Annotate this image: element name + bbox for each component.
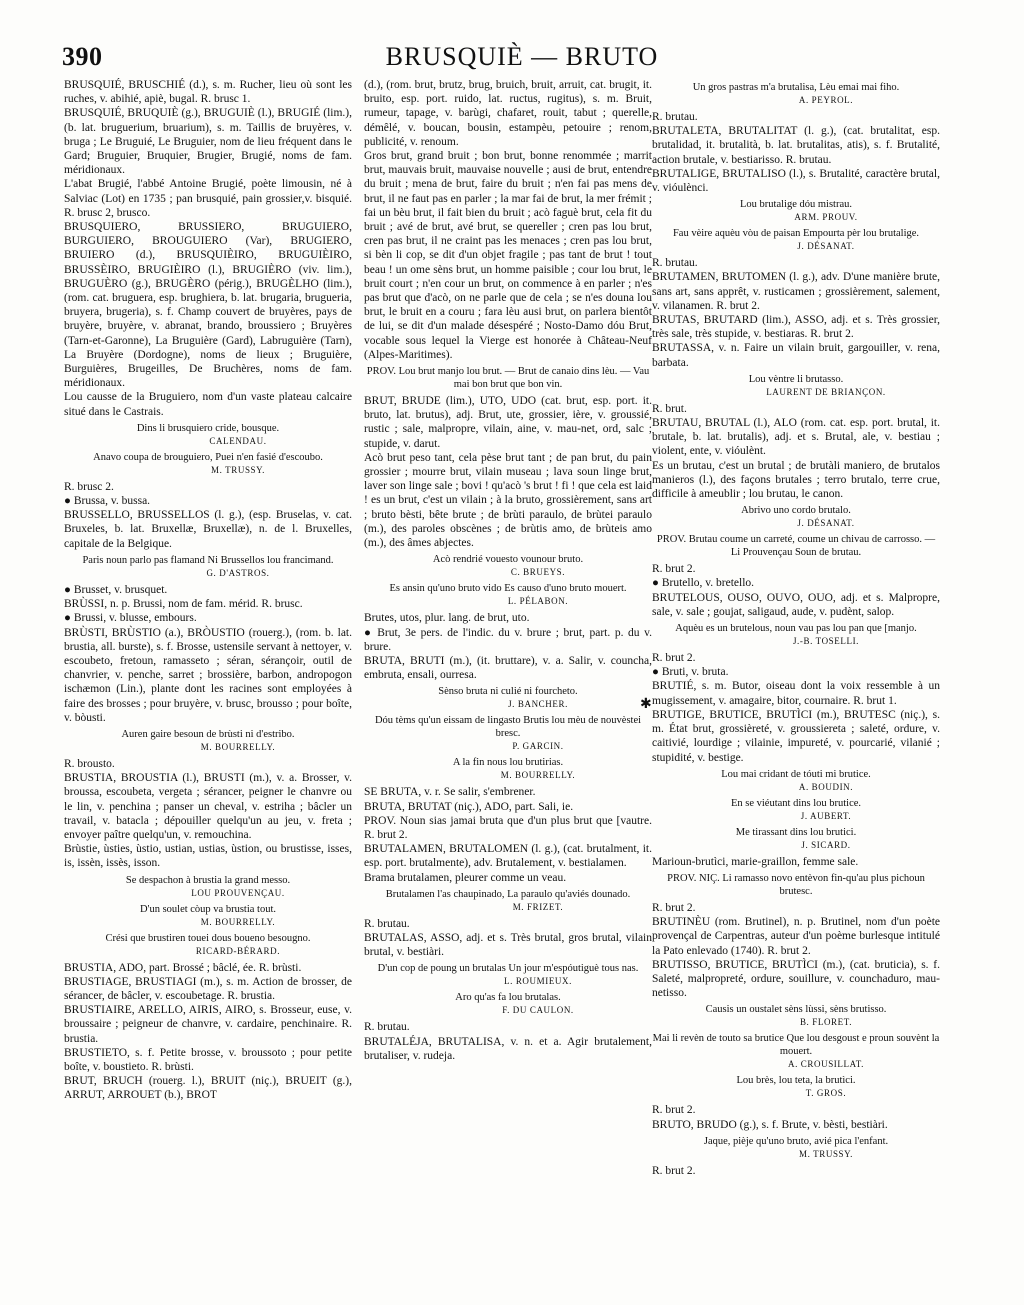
dictionary-entry: BRUTIGE, BRUTICE, BRUTÌCI (m.), BRUTESC (niç.), s. m. État brut, grossièreté, v. groussiereta ; saleté, ordure, v. caitivié, lourdige ; vilainie, impureté, v. pourcarié, vilanié ; stupidité, v. bestige. [652,708,940,764]
dictionary-entry: BRUSTIA, ADO, part. Brossé ; bâclé, ée. R. brùsti. [64,961,302,974]
citation [652,1135,940,1161]
dictionary-entry: BRUTASSA, v. n. Faire un vilain bruit, gargouiller, v. rena, barbata. [652,342,940,369]
dictionary-entry: R. brutau. [364,1021,410,1034]
dictionary-entry: BRUTIÉ, s. m. Butor, oiseau dont la voix ressemble à un mugissement, v. amagaire, bitor, cournaire. R. brut 1. [652,680,940,707]
dictionary-entry: Acò brut peso tant, cela pèse brut tant ; de pan brut, du pain grossier ; mourre brut, vilain museau ; lava soun linge brut, laver son linge sale ; bovi ! qu'acò 's brut ! fi ! que cela est laid ! es un brut, c'est un vilain ; à la bruto, grossièrement, sans art ; bruto bèsti, bête brute ; de brùti paraulo, de brùtei paraulo (m.), des paroles obscènes ; de brùtis amo, de brùteis amo (m.), des âmes abjectes. [364,451,652,550]
citation [652,227,940,253]
dictionary-entry: ● Brutello, v. bretello. [652,577,755,590]
dictionary-entry: ● Brut, 3e pers. de l'indic. du v. brure ; brut, part. p. du v. brure. [364,626,652,653]
dictionary-entry: BRUTALETA, BRUTALITAT (l. g.), (cat. brutalitat, esp. brutalidad, it. brutalità, b. lat. brutalitas, atis), s. f. Brutalité, action brutale, v. bestiarisso. R. brutau. [652,125,940,166]
citation-text: Sènso bruta ni culié ni fourcheto. [438,686,578,698]
citation [652,533,940,559]
citation-source: A. PEYROL. [798,95,854,105]
citation-text: Dóu tèms qu'un eissam de lingasto Brutis lou mèu de nouvèstei bresc. [374,715,642,740]
citation-text: Auren gaire besoun de brùsti ni d'estribo. [121,728,295,740]
citation-source: J. SICARD. [801,839,851,850]
dictionary-entry: BRUTELOUS, OUSO, OUVO, OUO, adj. et s. Malpropre, sale, v. sale ; goujat, saligaud, aude, v. pudènt, salop. [652,591,940,618]
citation [64,903,352,929]
dictionary-entry: PROV. Noun sias jamai bruta que d'un plus brut que [vautre. R. brut 2. [364,814,652,841]
citation-source: LOU PROUVENÇAU. [191,887,285,898]
citation-source: L. ROUMIEUX. [504,976,572,987]
citation-source: RICARD-BÉRARD. [195,945,281,956]
dictionary-entry: ● Brussa, v. bussa. [64,495,151,508]
citation-text: PROV. Lou brut manjo lou brut. — Brut de canaio dins lèu. — Vau mai bon brut que bon vin. [366,366,650,391]
citation-text: Lou brès, lou teta, la brutìci. [736,1075,856,1087]
citation-text: Lou mai cridant de tóuti mi brutice. [721,768,871,780]
dictionary-entry: BRUTAS, BRUTARD (lim.), ASSO, adj. et s. Très grossier, très sale, très stupide, v. bestiaras. R. brut 2. [652,314,940,341]
citation-text: Mai li revèn de touto sa brutice Que lou desgoust e proun souvènt la mouert. [652,1033,940,1058]
citation-source: M. BOURRELLY. [200,741,276,752]
dictionary-entry: BRUSQUIÉ, BRUSCHIÉ (d.), s. m. Rucher, lieu où sont les ruches, v. abihié, apiè, bugal. R. brusc 1. [64,79,352,106]
citation-text: Dins li brusquiero cride, bousque. [136,422,280,434]
citation-text: Aquèu es un brutelous, noun vau pas lou pan que [manjo. [675,623,917,635]
citation-source: G. D'ASTROS. [206,567,270,578]
dictionary-entry: BRUSTIAIRE, ARELLO, AIRIS, AIRO, s. Brosseur, euse, v. broussaire ; peigneur de chanvre, v. cardaire, penchinaire. R. brustia. [64,1004,352,1045]
dictionary-entry: BRUSTIA, BROUSTIA (l.), BRUSTI (m.), v. a. Brosser, v. broussa, escoubeta, vergeta ; sérancer, peigner le chanvre ou le lin, v. penchina ; panser un cheval, v. estriha ; bâcler un travail, v. batacla ; dépouiller quelqu'un au jeu, v. freta ; envoyer paître quelqu'un, v. remouchina. [64,772,352,841]
citation [364,365,652,391]
citation [364,685,652,711]
citation [64,451,352,477]
dictionary-entry: Gros brut, grand bruit ; bon brut, bonne renommée ; marrit brut, mauvais bruit, mauvaise nouvelle ; ausi de brut, entendre du bruit ; mena de brut, faire du bruit ; n'en fai pas mens de brut, il ne faut pas en parler ; la mar fai de brut, la mer frémit ; fai un bèu brut, il fait bien du bruit ; acò faguè brut, cela fit du bruit ; avé de brut, avé brut, se quereller ; cren pas lou brut, cren pas brut, il ne craint pas les menaces ; cren pas lou brut, si bèn li cop, se dit d'un objet fragile ; pas tant de brut ! tout beau ! un ome sèns brut, un homme paisible ; cour lou brut, le bruit court ; n'en cour un brut, on commence à en parler ; n'es pas brut que d'acò, on ne parle que de cela ; se n'es douna lou brut, le bruit en a couru ; fara lèu ausi brut, on parlera bientôt de lui, se dit d'un malade désespéré ; Nosto-Damo dóu Brut, vocable sous lequel la Vierge est honorée à Château-Neuf (Alpes-Maritimes). [364,150,652,361]
dictionary-entry: BRUTALÉJA, BRUTALISA, v. n. et a. Agir brutalement, brutaliser, v. rudeja. [364,1035,652,1062]
column-left [64,78,352,1288]
dictionary-entry: BRUSQUIÉ, BRUQUIÈ (g.), BRUGUIÈ (l.), BRUGIÉ (lim.), (b. lat. bruguerium, bruarium), s. m. Taillis de bruyères, v. bruga ; Le Bruguié, Le Bruguier, nom de lieu fréquent dans le Gard; Bruguier, Bruquier, Brugier, Brugié, noms de fam. méridionaux. [64,107,352,177]
citation-source: J. AUBERT. [800,810,852,821]
dictionary-entry: BRUSTIETO, s. f. Petite brosse, v. broussoto ; pour petite boîte, v. boustieto. R. brùsti. [64,1046,352,1073]
citation-source: M. TRUSSY. [799,1148,853,1159]
dictionary-entry: BRUTISSO, BRUTICE, BRUTÌCI (m.), (cat. bruticia), s. f. Saleté, malpropreté, ordure, souillure, v. counchaduro, mau-netisso. [652,958,940,1000]
citation-text: Anavo coupa de brouguiero, Puei n'en fasié d'escoubo. [93,451,323,463]
citation [652,504,940,530]
dictionary-entry: L'abat Brugié, l'abbé Antoine Brugié, poète limousin, né à Salviac (Lot) en 1735 ; pan brusquié, pain grossier,v. bisquié. R. brusc 2, brusco. [64,178,352,219]
citation-text: En se viéutant dins lou brutice. [730,797,862,809]
citation [364,756,652,782]
citation [64,422,352,448]
page-header [62,42,982,76]
dictionary-entry: BRUTALAMEN, BRUTALOMEN (l. g.), (cat. brutalment, it. esp. port. brutalmente), adv. Brutalement, v. bestialamen. [364,843,652,870]
citation-source: J. DÉSANAT. [797,241,855,252]
citation [64,728,352,754]
column-right [652,78,940,1288]
dictionary-entry: R. brut 2. [652,1164,696,1177]
citation [652,768,940,794]
dictionary-entry: BRUTA, BRUTI (m.), (it. bruttare), v. a. Salir, v. councha, embruta, ensali, ourresa. [364,654,652,682]
dictionary-entry: R. brousto. [64,757,115,770]
dictionary-entry: BRUSSELLO, BRUSSELLOS (l. g.), (esp. Bruselas, v. cat. Bruxeles, b. lat. Bruxellæ, Bruxellæ), n. de l. Bruxelles, capitale de la Belgique. [64,509,352,550]
dictionary-entry: BRUSQUIERO, BRUSSIERO, BRUGUIERO, BURGUIERO, BROUGUIERO (Var), BRUGIERO, BRUIERO (d.), BRUSQUIÈIRO, BRUGUIÈIRO, BRUSSÈIRO, BRUGIÈIRO (l.), BRUGIÈRO (viv. lim.), BRUGUÈRO (g.), BRUGÈRO (périg.), BRUGÈLHO (lim.), (rom. cat. bruguera, esp. brughiera, b. lat. brugaria, brugueria, bruyera, brugeria), s. f. Champ couvert de bruyères, pays de bruyère, bruyère, v. abranat, brando, broussiero ; Bruyères (Tarn-et-Garonne), La Bruguière (Gard), Labruguière (Tarn), La Bruyère (Dordogne), noms de lieux ; Bruguière, Burguières, Brugeilles, De Bruchères, noms de fam. méridionaux. [64,221,352,390]
citation-source: P. GARCIN. [512,741,564,752]
citation-text: Fau vèire aquèu vòu de paisan Empourta pèr lou brutalige. [672,228,920,240]
dictionary-entry: R. brut. [652,402,687,415]
dictionary-entry: (d.), (rom. brut, brutz, brug, bruich, bruit, arruit, cat. brugit, it. bruito, esp. port. ruido, lat. ructus, rugitus), s. m. Bruit, rumeur, tapage, v. barùgi, chafaret, rouit, tabut ; querelle, démêlé, v. boucan, bousin, estampèu, petouire ; renom, publicité, v. renoum. [364,79,652,148]
citation-source: B. FLORET. [799,1017,853,1028]
dictionary-entry: BRUTAU, BRUTAL (l.), ALO (rom. cat. esp. port. brutal, it. brutale, b. lat. brutalis), adj. et s. Brutal, ale, v. bestiau ; violent, ente, v. vióulènt. [652,417,940,458]
citation-text: Crési que brustiren touei dous boueno besougno. [105,932,311,944]
dictionary-entry: R. brutau. [652,257,698,270]
citation-text: A la fin nous lou brutirias. [452,757,564,769]
citation-text: Lou vèntre li brutasso. [748,373,844,385]
dictionary-entry: R. brut 2. [652,652,696,665]
dictionary-entry: BRÙSSI, n. p. Brussi, nom de fam. mérid. R. brusc. [64,598,303,611]
dictionary-entry: R. brut 2. [652,563,696,576]
dictionary-entry: BRUT, BRUCH (rouerg. l.), BRUIT (niç.), BRUEIT (g.), ARRUT, ARROUET (b.), BROT [64,1075,352,1102]
dictionary-entry: R. brutau. [364,917,410,930]
citation-text: Lou brutalige dóu mistrau. [740,199,852,211]
citation [652,826,940,852]
citation-source: M. FRIZET. [512,901,564,912]
citation-text: D'un soulet còup va brustia tout. [139,903,277,915]
dictionary-entry: BRUTA, BRUTAT (niç.), ADO, part. Sali, ie. [364,800,574,813]
dictionary-entry: SE BRUTA, v. r. Se salir, s'embrener. [364,786,536,799]
citation-text: PROV. NIÇ. Li ramasso novo entèvon fin-qu'au plus pichoun brutesc. [667,872,925,897]
citation-text: Se despachon à brustia la grand messo. [125,874,291,886]
citation [364,714,652,753]
page-number: 390 [62,42,103,71]
citation [64,554,352,580]
citation-text: Abrivo uno cordo brutalo. [741,505,851,517]
dictionary-entry: ● Brusset, v. brusquet. [64,583,168,596]
citation [652,81,940,107]
citation-source: T. GROS. [805,1088,847,1099]
dictionary-entry: R. brut 2. [652,901,696,914]
dictionary-entry: ● Bruti, v. bruta. [652,666,729,679]
citation-text: Paris noun parlo pas flamand Ni Brussellos lou francimand. [82,554,334,566]
dictionary-entry: Brùstie, ùsties, ùstio, ustian, ustias, ùstion, ou brustisse, isses, is, issèn, issès, isson. [64,843,352,870]
dictionary-entry: Es un brutau, c'est un brutal ; de brutàli maniero, de brutalos manieros (l.), des façons brutales ; terro brutalo, terre crue, difficile à ameublir ; lou brutau, le canon. [652,459,940,501]
citation-text: Me tirassant dins lou brutici. [735,826,857,838]
citation [652,622,940,648]
citation-source: L. PÉLABON. [507,596,569,607]
dictionary-entry: BRUTAMEN, BRUTOMEN (l. g.), adv. D'une manière brute, sans art, sans apprêt, v. rusticamen ; grossièrement, salement, v. vilanamen. R. brut 2. [652,271,940,312]
dictionary-entry: Brutes, utos, plur. lang. de brut, uto. [364,612,530,625]
citation [364,888,652,914]
citation-source: LAURENT DE BRIANÇON. [766,386,886,397]
dictionary-entry: BRÙSTI, BRÙSTIO (a.), BRÒUSTIO (rouerg.), (rom. b. lat. brustia, all. burste), s. f. Brosse, ustensile servant à nettoyer, v. escoubeto, fretoun, ramasseto ; séran, sérançoir, outil de chanvrier, v. penche, sarret ; brossière, barbon, andropogon ischæmon (Lin.), plante dont les racines sont employées à faire des brosses ; pour bruyère, v. brusc, brousso ; pour boîte, v. bòusti. [64,626,352,724]
citation-source: F. DU CAULON. [502,1005,574,1016]
citation-text: Brutalamen l'as chaupinado, La paraulo qu'aviés dounado. [385,888,631,900]
dictionary-entry: Brama brutalamen, pleurer comme un veau. [364,871,567,884]
citation [652,373,940,399]
citation-source: A. CROUSILLAT. [788,1059,864,1070]
citation-text: Un gros pastras m'a brutalisa, Lèu emai mai fiho. [692,82,900,93]
dictionary-entry: BRUT, BRUDE (lim.), UTO, UDO (cat. brut, esp. port. it. bruto, lat. brutus), adj. Brut, ute, grossier, ière, v. groussié, rustic ; sale, malpropre, vilain, aine, v. mau-net, ord, salc ; stupide, v. darut. [364,395,652,450]
citation-text: Acò rendrié vouesto vounour bruto. [432,554,584,566]
citation [64,874,352,900]
citation-source: J. BANCHER. [508,699,568,710]
citation [364,991,652,1017]
citation-source: J.-B. TOSELLI. [792,636,860,647]
citation [652,1003,940,1029]
citation-text: Aro qu'as fa lou brutalas. [455,992,561,1004]
citation-source: A. BOUDIN. [798,781,854,792]
citation [364,962,652,988]
citation-text: D'un cop de poung un brutalas Un jour m'espóutiguè tous nas. [377,963,639,975]
citation-text: Causis un oustalet sèns lùssi, sèns brutisso. [705,1004,887,1016]
dictionary-entry: R. brut 2. [652,1104,696,1117]
citation [364,553,652,579]
citation-source: J. DÉSANAT. [797,518,855,529]
citation-source: C. BRUEYS. [510,567,566,578]
margin-marker: ✱ [640,697,652,712]
dictionary-entry: R. brutau. [652,111,698,123]
dictionary-entry: BRUTALIGE, BRUTALISO (l.), s. Brutalité, caractère brutal, v. vióulènci. [652,167,940,195]
citation [652,872,940,898]
dictionary-entry: Lou causse de la Bruguiero, nom d'un vaste plateau calcaire situé dans le Castrais. [64,391,352,418]
dictionary-entry: R. brusc 2. [64,480,114,493]
dictionary-entry: BRUTO, BRUDO (g.), s. f. Brute, v. bèsti, bestiàri. [652,1118,888,1131]
citation-source: CALENDAU. [209,435,267,446]
citation-source: ARM. PROUV. [794,212,858,223]
citation-source: M. BOURRELLY. [200,916,276,927]
column-middle [364,78,652,1288]
citation [364,582,652,608]
dictionary-entry: BRUTALAS, ASSO, adj. et s. Très brutal, gros brutal, vilain brutal, v. bestiàri. [364,931,652,959]
citation-source: M. TRUSSY. [211,464,265,475]
citation-text: Es ansin qu'uno bruto vido Es causo d'uno bruto mouert. [389,583,627,595]
dictionary-entry: BRUTINÈU (rom. Brutinel), n. p. Brutinel, nom d'un poète provençal de Carpentras, auteur d'un poème burlesque intitulé la Pato enlevado (1740). R. brut 2. [652,916,940,957]
dictionary-entry: Marioun-brutìci, marie-graillon, femme sale. [652,855,859,868]
citation-text: Jaque, pièje qu'uno bruto, avié pica l'enfant. [703,1135,889,1147]
citation-source: M. BOURRELLY. [500,770,576,781]
citation [652,797,940,823]
citation-text: PROV. Brutau coume un carreté, coume un chivau de carrosso. — Li Prouvençau Soun de brutau. [656,534,936,559]
dictionary-entry: ● Brussi, v. blusse, embours. [64,612,197,625]
running-title: BRUSQUIÈ — BRUTO [385,42,659,71]
dictionary-entry: BRUSTIAGE, BRUSTIAGI (m.), s. m. Action de brosser, de sérancer, de bâcler, v. escoubetage. R. brustia. [64,975,352,1002]
citation [652,1032,940,1071]
citation [64,932,352,958]
citation [652,1074,940,1100]
citation [652,198,940,224]
